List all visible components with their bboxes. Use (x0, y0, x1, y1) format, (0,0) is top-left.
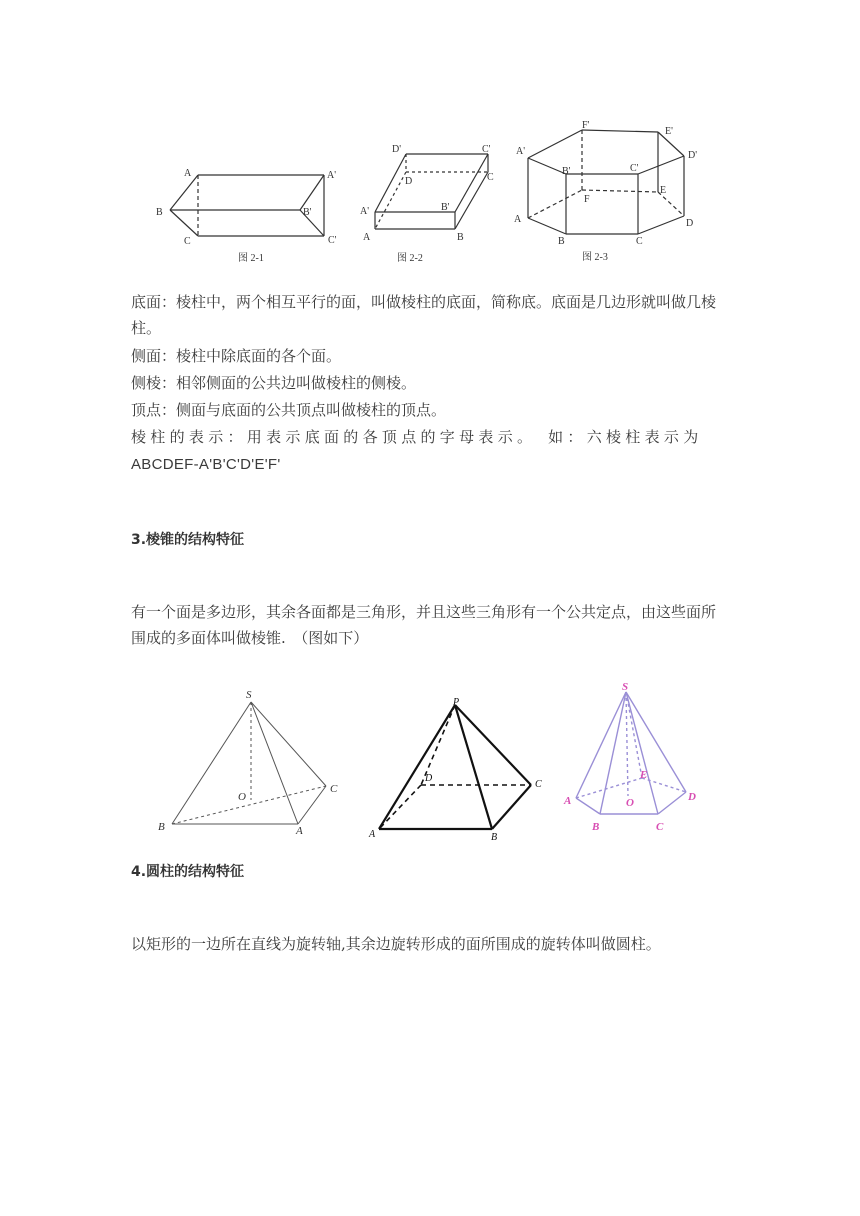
hidden-edge (576, 778, 642, 798)
notation-example: ABCDEF-A'B'C'D'E'F' (131, 456, 281, 473)
edge (251, 702, 326, 786)
label-O: O (238, 791, 246, 803)
hidden-edge (172, 786, 326, 824)
label-D: D (688, 791, 696, 803)
label-E1: E' (665, 126, 673, 137)
label-C: C (535, 779, 542, 790)
edge (379, 705, 455, 829)
label-B: B (156, 207, 163, 218)
figure-caption: 图 2-3 (582, 252, 608, 263)
label-A1: A' (360, 206, 370, 217)
edge (492, 785, 531, 829)
label-C1: C' (482, 144, 491, 155)
label-C: C (656, 821, 664, 833)
figure-prism-2-3 (510, 118, 710, 268)
label-D: D (425, 773, 433, 784)
label-A: A (363, 232, 371, 243)
label-C: C (330, 783, 338, 795)
label-C: C (487, 172, 494, 183)
edge (658, 792, 686, 814)
edge (626, 692, 658, 814)
cylinder-definition: 以矩形的一边所在直线为旋转轴,其余边旋转形成的面所围成的旋转体叫做圆柱。 (131, 935, 661, 953)
edge (528, 130, 582, 158)
pyramid-definition: 有一个面是多边形，其余各面都是三角形，并且这些三角形有一个公共定点，由这些面所围成的多面体叫做棱锥. （图如下） (131, 603, 717, 647)
label-S: S (622, 681, 629, 693)
label-B: B (491, 832, 498, 843)
label-A1: A' (516, 146, 526, 157)
definition-notation: 棱柱的表示：用表示底面的各顶点的字母表示。 如：六棱柱表示为 (131, 428, 703, 446)
edge (455, 172, 488, 229)
label-E: E (660, 185, 667, 196)
label-B: B (592, 821, 600, 833)
label-C1: C' (328, 235, 337, 246)
edge (638, 156, 684, 174)
label-O: O (626, 797, 634, 809)
edge (600, 692, 626, 814)
label-A: A (564, 795, 572, 807)
label-C: C (184, 236, 191, 247)
edge (582, 130, 658, 132)
edge (528, 158, 566, 174)
section-heading-pyramid: 3.棱锥的结构特征 (131, 532, 245, 548)
figure-prism-2-1 (150, 160, 350, 268)
definition-vertex: 顶点：侧面与底面的公共顶点叫做棱柱的顶点。 (131, 401, 447, 419)
label-F1: F' (582, 120, 590, 131)
label-D: D (686, 218, 694, 229)
label-A: A (369, 829, 376, 840)
figure-pyramid-triangular (150, 682, 350, 844)
edge (375, 154, 406, 212)
figure-prism-2-2 (355, 140, 505, 268)
hidden-edge (375, 172, 406, 229)
label-E: E (640, 769, 648, 781)
edge (251, 702, 298, 824)
section-heading-cylinder: 4.圆柱的结构特征 (131, 864, 245, 880)
label-A: A (184, 168, 192, 179)
label-B: B (158, 821, 165, 833)
edge (576, 798, 600, 814)
figure-pyramid-quadrilateral (365, 695, 555, 845)
figure-caption: 图 2-2 (397, 253, 423, 264)
edge (170, 210, 198, 236)
edge (528, 218, 566, 234)
label-F: F (584, 194, 590, 205)
hidden-edge (379, 785, 421, 829)
label-B1: B' (441, 202, 450, 213)
label-B1: B' (303, 207, 312, 218)
label-A: A (514, 214, 522, 225)
definition-base: 底面：棱柱中，两个相互平行的面，叫做棱柱的底面，简称底。底面是几边形就叫做几棱柱。 (131, 293, 717, 337)
label-S: S (246, 689, 252, 701)
label-A: A (296, 825, 303, 837)
label-D1: D' (392, 144, 402, 155)
label-C: C (636, 236, 643, 247)
edge (300, 175, 324, 210)
edge (576, 692, 626, 798)
label-B1: B' (562, 166, 571, 177)
label-B: B (457, 232, 464, 243)
hidden-edge (582, 190, 658, 192)
edge (172, 702, 251, 824)
definition-lateral-face: 侧面：棱柱中除底面的各个面。 (131, 347, 342, 365)
figure-pyramid-pentagonal (560, 678, 730, 838)
edge (455, 154, 488, 212)
label-B: B (558, 236, 565, 247)
figure-caption: 图 2-1 (238, 253, 264, 264)
edge (638, 216, 684, 234)
label-D1: D' (688, 150, 698, 161)
label-P: P (453, 697, 460, 708)
label-A1: A' (327, 170, 337, 181)
edge (170, 175, 198, 210)
label-D: D (405, 176, 413, 187)
hidden-edge (528, 190, 582, 218)
definition-lateral-edge: 侧棱：相邻侧面的公共边叫做棱柱的侧棱。 (131, 374, 417, 392)
hidden-edge (626, 692, 628, 796)
label-C1: C' (630, 163, 639, 174)
